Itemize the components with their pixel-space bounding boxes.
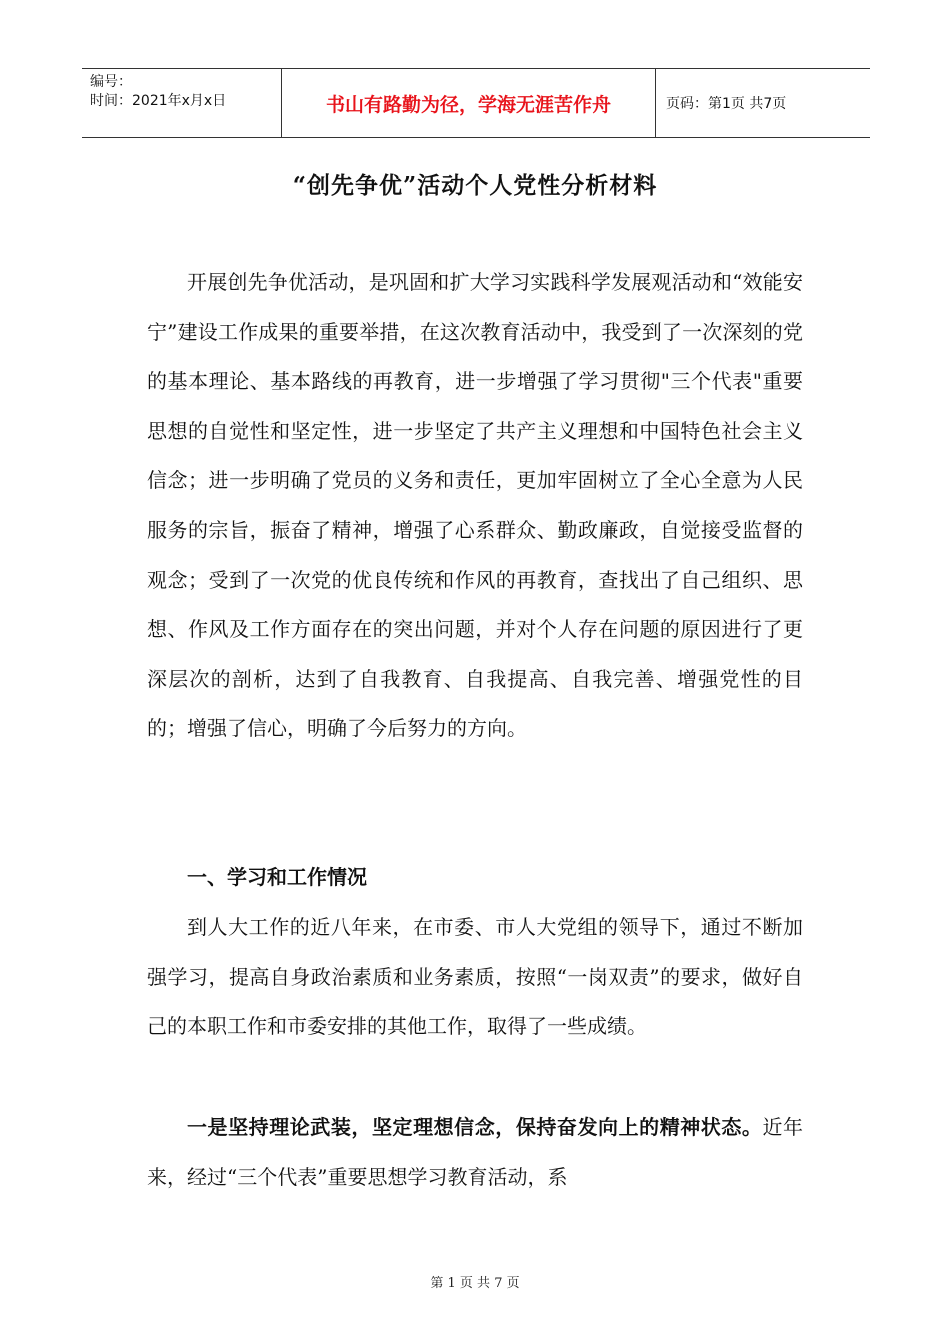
header-motto: 书山有路勤为径，学海无涯苦作舟 (282, 69, 656, 137)
header-meta (82, 69, 282, 137)
date-label: 时间：2021年x月x日 (90, 93, 227, 109)
section-heading-1: 一、学习和工作情况 (187, 865, 367, 889)
page-footer: 第 1 页 共 7 页 (430, 1276, 520, 1291)
header-page-info: 页码：第1页 共7页 (666, 96, 787, 112)
serial-number-label: 编号： (90, 74, 132, 90)
document-title: “创先争优”活动个人党性分析材料 (292, 172, 658, 199)
point-one-text: 近年来，经过“三个代表”重要思想学习教育活动，系 (147, 1115, 804, 1189)
paragraph-point-one (147, 1103, 803, 1202)
paragraph-intro: 开展创先争优活动，是巩固和扩大学习实践科学发展观活动和“效能安宁”建设工作成果的重要举措，在这次教育活动中，我受到了一次深刻的党的基本理论、基本路线的再教育，进一步增强了学习贯彻"三个代表"重要思想的自觉性和坚定性，进一步坚定了共产主义理想和中国特色社会主义信念；进一步明确了党员的义务和责任，更加牢固树立了全心全意为人民服务的宗旨，振奋了精神，增强了心系群众、勤政廉政，自觉接受监督的观念；受到了一次党的优良传统和作风的再教育，查找出了自己组织、思想、作风及工作方面存在的突出问题，并对个人存在问题的原因进行了更深层次的剖析，达到了自我教育、自我提高、自我完善、增强党性的目的；增强了信心，明确了今后努力的方向。 (147, 270, 803, 741)
point-one-lead: 一是坚持理论武装，坚定理想信念，保持奋发向上的精神状态。 (187, 1115, 763, 1139)
document-header (82, 68, 870, 138)
paragraph-work-summary: 到人大工作的近八年来，在市委、市人大党组的领导下，通过不断加强学习，提高自身政治素质和业务素质，按照“一岗双责”的要求，做好自己的本职工作和市委安排的其他工作，取得了一些成绩。 (147, 915, 803, 1039)
